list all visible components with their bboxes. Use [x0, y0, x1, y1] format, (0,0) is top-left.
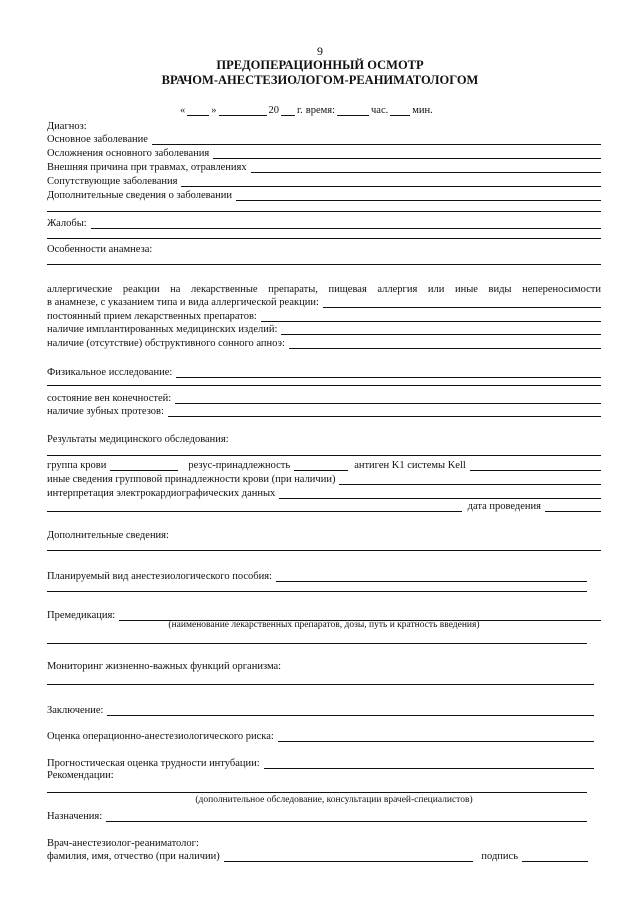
- minutes-field[interactable]: [390, 106, 410, 116]
- blood-row: группа крови резус-принадлежность антиген K1 системы Kell: [47, 459, 601, 472]
- constant-meds-field[interactable]: [261, 312, 601, 322]
- anesthesia-row: Планируемый вид анестезиологического пособия:: [47, 570, 587, 583]
- ecg-row: интерпретация электрокардиографических данных: [47, 487, 601, 500]
- concomitant-row: Сопутствующие заболевания: [47, 175, 601, 188]
- blank-line[interactable]: [47, 684, 594, 685]
- implants-row: наличие имплантированных медицинских изделий:: [47, 323, 601, 336]
- physical-row: Физикальное исследование:: [47, 366, 601, 379]
- complications-field[interactable]: [213, 149, 601, 159]
- date-row: « » 20 г. время: час. мин.: [180, 105, 433, 116]
- anamnesis-heading: Особенности анамнеза:: [47, 244, 153, 255]
- form-subtitle: ВРАЧОМ-АНЕСТЕЗИОЛОГОМ-РЕАНИМАТОЛОГОМ: [161, 73, 479, 87]
- blank-line[interactable]: [47, 238, 601, 239]
- main-disease-row: Основное заболевание: [47, 133, 601, 146]
- ecg-date-field[interactable]: [545, 502, 601, 512]
- conclusion-row: Заключение:: [47, 704, 594, 717]
- form-title: ПРЕДОПЕРАЦИОННЫЙ ОСМОТР: [216, 58, 424, 72]
- anesthesia-field[interactable]: [276, 572, 587, 582]
- blood-other-row: иные сведения групповой принадлежности крови (при наличии): [47, 473, 601, 486]
- blank-line[interactable]: [47, 591, 587, 592]
- kell-field[interactable]: [470, 461, 601, 471]
- blank-line[interactable]: [47, 264, 601, 265]
- prescriptions-row: Назначения:: [47, 810, 587, 823]
- ecg-date-row: дата проведения: [47, 500, 601, 513]
- blank-line[interactable]: [47, 385, 601, 386]
- blank-line[interactable]: [47, 792, 587, 793]
- risk-field[interactable]: [278, 732, 594, 742]
- signature-field[interactable]: [522, 852, 588, 862]
- diagnosis-heading: Диагноз:: [47, 121, 87, 132]
- main-disease-field[interactable]: [152, 135, 601, 145]
- external-cause-row: Внешняя причина при травмах, отравлениях: [47, 161, 601, 174]
- blank-line[interactable]: [47, 455, 601, 456]
- dentures-field[interactable]: [168, 407, 601, 417]
- ecg-field[interactable]: [279, 489, 601, 499]
- fio-field[interactable]: [224, 852, 474, 862]
- dentures-row: наличие зубных протезов:: [47, 405, 601, 418]
- results-heading: Результаты медицинского обследования:: [47, 434, 229, 445]
- apnea-row: наличие (отсутствие) обструктивного сонного апноэ:: [47, 337, 601, 350]
- allergy-field[interactable]: [323, 298, 601, 308]
- physical-field[interactable]: [176, 368, 601, 378]
- monitoring-heading: Мониторинг жизненно-важных функций организма:: [47, 661, 282, 672]
- blank-line[interactable]: [47, 211, 601, 212]
- blood-group-field[interactable]: [110, 461, 178, 471]
- month-field[interactable]: [219, 106, 267, 116]
- complaints-row: Жалобы:: [47, 217, 601, 230]
- hours-field[interactable]: [337, 106, 369, 116]
- apnea-field[interactable]: [289, 339, 601, 349]
- intubation-field[interactable]: [264, 759, 594, 769]
- premedication-note: (наименование лекарственных препаратов, дозы, путь и кратность введения): [168, 620, 480, 630]
- risk-row: Оценка операционно-анестезиологического риска:: [47, 730, 594, 743]
- blood-other-field[interactable]: [339, 475, 601, 485]
- additional-info-heading: Дополнительные сведения:: [47, 530, 169, 541]
- external-cause-field[interactable]: [251, 163, 601, 173]
- page-number: 9: [317, 44, 323, 58]
- recommendations-note: (дополнительное обследование, консультации врачей-специалистов): [195, 795, 473, 805]
- allergy-row: в анамнезе, с указанием типа и вида аллергической реакции:: [47, 296, 601, 309]
- rh-field[interactable]: [294, 461, 348, 471]
- day-field[interactable]: [187, 106, 209, 116]
- complications-row: Осложнения основного заболевания: [47, 147, 601, 160]
- veins-field[interactable]: [175, 394, 601, 404]
- additional-disease-field[interactable]: [236, 191, 601, 201]
- doctor-row: фамилия, имя, отчество (при наличии) подпись: [47, 850, 588, 863]
- blank-line[interactable]: [47, 550, 601, 551]
- recommendations-heading: Рекомендации:: [47, 770, 114, 781]
- complaints-field[interactable]: [91, 219, 601, 229]
- ecg-extra-field[interactable]: [47, 502, 462, 512]
- doctor-heading: Врач-анестезиолог-реаниматолог:: [47, 838, 199, 849]
- intubation-row: Прогностическая оценка трудности интубации:: [47, 757, 594, 770]
- implants-field[interactable]: [281, 325, 601, 335]
- concomitant-field[interactable]: [181, 177, 601, 187]
- allergy-text-line1: аллергические реакции на лекарственные препараты, пищевая аллергия или иные виды непереносимости: [47, 284, 601, 295]
- veins-row: состояние вен конечностей:: [47, 392, 601, 405]
- additional-disease-row: Дополнительные сведения о заболевании: [47, 189, 601, 202]
- constant-meds-row: постоянный прием лекарственных препаратов:: [47, 310, 601, 323]
- year-field[interactable]: [281, 106, 295, 116]
- prescriptions-field[interactable]: [106, 812, 587, 822]
- conclusion-field[interactable]: [107, 706, 594, 716]
- premedication-row: Премедикация:: [47, 609, 601, 622]
- blank-line[interactable]: [47, 643, 587, 644]
